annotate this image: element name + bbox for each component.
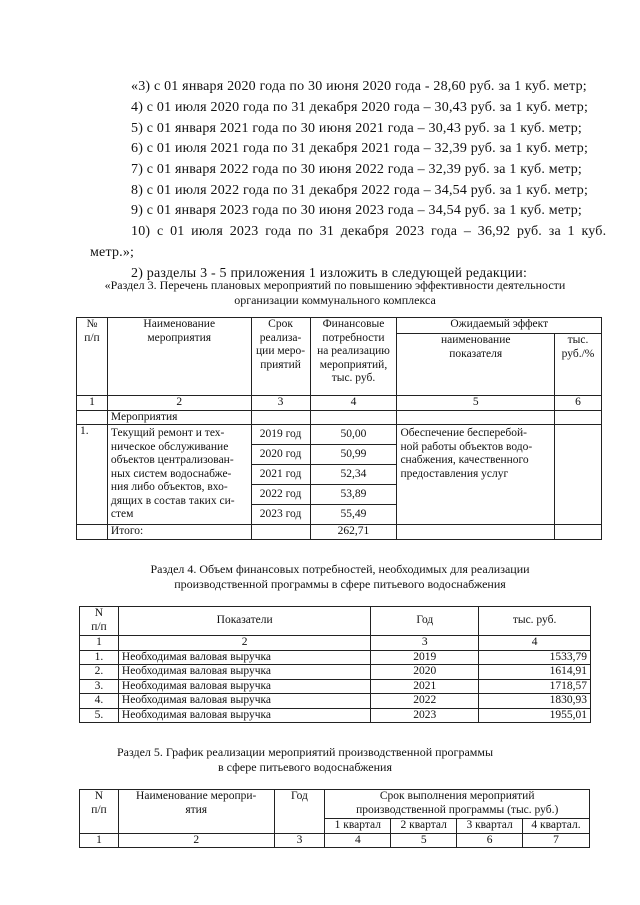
col-effect-name-header: наименование показателя — [397, 334, 555, 396]
col-term-header: Срок реализа- ции меро- приятий — [251, 318, 310, 396]
col-indicator-header: Показатели — [118, 607, 370, 636]
table-row: 3. Необходимая валовая выручка 2021 1718,57 — [80, 679, 591, 694]
col-year-header: Год — [274, 790, 325, 834]
col-q1-header: 1 квартал — [325, 819, 391, 834]
col-effect-unit-header: тыс. руб./% — [555, 334, 602, 396]
table-row — [77, 425, 602, 525]
col-q3-header: 3 квартал — [457, 819, 523, 834]
tariff-line: 10) с 01 июля 2023 года по 31 декабря 2023 года – 36,92 руб. за 1 куб. — [131, 224, 607, 239]
tariff-line: 6) с 01 июля 2021 года по 31 декабря 2021 года – 32,39 руб. за 1 куб. метр; — [131, 141, 589, 156]
section3-table — [76, 317, 602, 540]
column-numbers-row: 1 2 3 4 5 6 7 — [80, 833, 590, 848]
table-row: 5. Необходимая валовая выручка 2023 1955,01 — [80, 708, 591, 723]
section4-table — [79, 606, 591, 723]
paragraph-sections: 2) разделы 3 - 5 приложения 1 изложить в следующей редакции: — [131, 266, 528, 281]
total-label: Итого: — [107, 525, 251, 540]
tariff-line: 4) с 01 июля 2020 года по 31 декабря 2020 года – 30,43 руб. за 1 куб. метр; — [131, 100, 589, 115]
total-value: 262,71 — [310, 525, 397, 540]
col-year-header: Год — [371, 607, 479, 636]
row-years: 2019 год 2020 год 2021 год 2022 год 2023 год — [251, 425, 310, 525]
row-values: 50,00 50,99 52,34 53,89 55,49 — [310, 425, 397, 525]
section3-title: «Раздел 3. Перечень плановых мероприятий по повышению эффективности деятельности организации коммунального комплекса — [104, 278, 566, 307]
table-row: 2. Необходимая валовая выручка 2020 1614,91 — [80, 665, 591, 680]
row-name: Текущий ремонт и тех- ническое обслуживание объектов централизован- ных систем водоснабже- ния либо объектов, вхо- дящих в состав таких си- стем — [107, 425, 251, 525]
tariff-line: 9) с 01 января 2023 года по 30 июня 2023 года – 34,54 руб. за 1 куб. метр; — [131, 203, 583, 218]
tariff-line: «3) с 01 января 2020 года по 30 июня 2020 года - 28,60 руб. за 1 куб. метр; — [131, 79, 587, 94]
col-term-header: Срок выполнения мероприятий производственной программы (тыс. руб.) — [325, 790, 590, 819]
row-effect: Обеспечение бесперебой- ной работы объектов водо- снабжения, качественного предоставления услуг — [397, 425, 555, 525]
section5-title: Раздел 5. График реализации мероприятий производственной программы в сфере питьевого водоснабжения — [116, 745, 494, 774]
tariff-line: 7) с 01 января 2022 года по 30 июня 2022 года – 32,39 руб. за 1 куб. метр; — [131, 162, 583, 177]
tariff-line: 8) с 01 июля 2022 года по 31 декабря 2022 года – 34,54 руб. за 1 куб. метр; — [131, 183, 589, 198]
section5-table — [79, 789, 590, 848]
col-effect-header: Ожидаемый эффект — [397, 318, 602, 334]
col-q4-header: 4 квартал. — [523, 819, 590, 834]
group-row — [77, 410, 602, 425]
column-numbers-row: 1 2 3 4 5 6 — [77, 396, 602, 411]
column-numbers-row: 1 2 3 4 — [80, 636, 591, 651]
col-num-header: N п/п — [80, 607, 119, 636]
table-row: 1. Необходимая валовая выручка 2019 1533,79 — [80, 650, 591, 665]
group-label: Мероприятия — [107, 410, 251, 425]
col-q2-header: 2 квартал — [391, 819, 457, 834]
tariff-line: 5) с 01 января 2021 года по 30 июня 2021 года – 30,43 руб. за 1 куб. метр; — [131, 121, 583, 136]
col-amount-header: тыс. руб. — [479, 607, 591, 636]
col-name-header: Наименование меропри- ятия — [118, 790, 274, 834]
col-finance-header: Финансовые потребности на реализацию мероприятий, тыс. руб. — [310, 318, 397, 396]
table-row: 4. Необходимая валовая выручка 2022 1830,93 — [80, 694, 591, 709]
tariff-line: метр.»; — [90, 245, 135, 260]
section4-title: Раздел 4. Объем финансовых потребностей, необходимых для реализации производственной программы в сфере питьевого водоснабжения — [150, 562, 530, 591]
total-row — [77, 525, 602, 540]
col-name-header: Наименование мероприятия — [107, 318, 251, 396]
row-num: 1. — [77, 425, 108, 525]
col-num-header: N п/п — [80, 790, 119, 834]
col-num-header: № п/п — [77, 318, 108, 396]
